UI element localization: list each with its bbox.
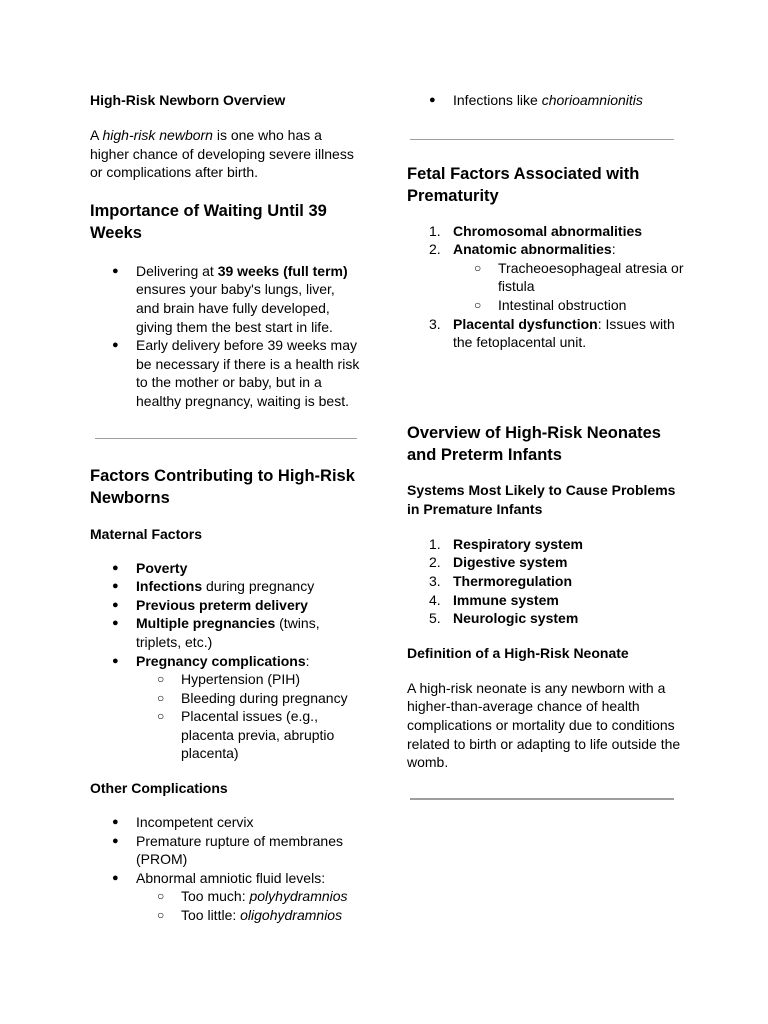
item-text: Abnormal amniotic fluid levels:: [136, 869, 326, 886]
list-item: [407, 91, 687, 110]
sub-list-item: ○ Placental issues (e.g., placenta previa, abruptio placenta): [90, 707, 362, 763]
factors-heading: Factors Contributing to High-Risk Newborns: [90, 466, 355, 507]
item-text: Delivering at: [136, 262, 218, 279]
list-item: [90, 614, 362, 651]
fetal-factors-heading: Fetal Factors Associated with Prematurity: [407, 164, 640, 205]
other-complications-list: [90, 813, 362, 925]
complications-sublist: [90, 670, 362, 763]
maternal-title: Maternal Factors: [90, 525, 203, 542]
item-bold: Placental dysfunction: [453, 315, 598, 332]
item-bold: Digestive system: [453, 554, 568, 571]
item-number: 3.: [429, 315, 441, 332]
divider: [95, 438, 357, 439]
list-item: [407, 315, 687, 352]
item-number: 5.: [429, 610, 441, 627]
maternal-list: [90, 559, 362, 764]
item-text: :: [611, 241, 616, 258]
item-bold: Neurologic system: [453, 610, 579, 627]
fetal-factors-list: [407, 222, 687, 352]
fluid-sublist: [90, 887, 362, 924]
item-number: 2.: [429, 554, 441, 571]
item-text: Too little:: [181, 907, 241, 924]
list-item: [407, 609, 687, 628]
item-bold: Thermoregulation: [453, 572, 573, 589]
item-bold: 39 weeks (full term): [217, 262, 348, 279]
overview-text-end: is one who has a higher chance of developing severe illness or complications after birth.: [90, 127, 354, 181]
list-item: [90, 336, 362, 410]
overview-emphasis: high-risk newborn: [102, 127, 213, 143]
systems-title: Systems Most Likely to Cause Problems in Premature Infants: [407, 481, 676, 518]
item-bold: Infections: [136, 578, 203, 595]
divider: [410, 139, 674, 140]
item-text: Early delivery before 39 weeks may be necessary if there is a health risk to the mother or baby, but in a healthy pregnancy, waiting is best.: [136, 337, 360, 409]
item-number: 1.: [429, 222, 441, 239]
waiting-list: [90, 262, 362, 411]
item-number: 4.: [429, 591, 441, 608]
sub-list-item: [90, 887, 362, 906]
list-item: [90, 577, 362, 596]
item-text: Too much:: [181, 888, 250, 905]
item-bold: Respiratory system: [453, 535, 583, 552]
sub-list-item: ○ Tracheoesophageal atresia or fistula: [407, 259, 687, 296]
anatomic-sublist: [407, 259, 687, 315]
item-bold: Multiple pregnancies: [136, 615, 276, 632]
list-item: [407, 553, 687, 572]
list-item: [407, 535, 687, 554]
overview-paragraph: [90, 126, 362, 182]
overview-title: High-Risk Newborn Overview: [90, 92, 286, 108]
item-emphasis: chorioamnionitis: [541, 92, 643, 108]
list-item: [90, 652, 362, 764]
item-bold: Anatomic abnormalities: [453, 241, 612, 258]
item-text: Infections like: [453, 92, 542, 108]
definition-paragraph: A high-risk neonate is any newborn with a higher-than-average chance of health complications or mortality due to conditions related to birth or adapting to life outside the womb.: [407, 679, 681, 771]
item-bold: Pregnancy complications: [136, 652, 306, 669]
item-text: : Issues with the fetoplacental unit.: [453, 315, 675, 351]
neonates-heading: Overview of High-Risk Neonates and Preterm Infants: [407, 423, 661, 464]
item-bold: Chromosomal abnormalities: [453, 222, 643, 239]
item-emphasis: oligohydramnios: [240, 907, 343, 924]
left-column: [90, 91, 362, 925]
list-item: [407, 572, 687, 591]
item-text: ensures your baby's lungs, liver, and brain have fully developed, giving them the best start in life.: [136, 281, 335, 335]
list-item: [90, 262, 362, 336]
item-bold: Previous preterm delivery: [136, 596, 308, 613]
waiting-heading: Importance of Waiting Until 39 Weeks: [90, 201, 327, 242]
sub-list-item: ○ Hypertension (PIH): [90, 670, 362, 689]
right-column: [407, 91, 687, 800]
overview-text-start: A: [90, 127, 103, 143]
list-item: [90, 559, 362, 578]
list-item: [407, 222, 687, 241]
systems-list: [407, 535, 687, 628]
item-number: 1.: [429, 535, 441, 552]
list-item: ● Incompetent cervix: [90, 813, 362, 832]
list-item: [407, 591, 687, 610]
sub-list-item: ○ Intestinal obstruction: [407, 296, 687, 315]
divider: [410, 798, 674, 800]
list-item: [90, 596, 362, 615]
item-text: during pregnancy: [202, 578, 315, 595]
item-emphasis: polyhydramnios: [249, 888, 348, 905]
sub-list-item: [90, 906, 362, 925]
list-item: [90, 869, 362, 925]
infection-list: [407, 91, 687, 110]
item-number: 2.: [429, 241, 441, 258]
sub-list-item: ○ Bleeding during pregnancy: [90, 689, 362, 708]
definition-title: Definition of a High-Risk Neonate: [407, 644, 629, 661]
list-item: [407, 240, 687, 314]
item-text: :: [305, 652, 310, 669]
item-bold: Immune system: [453, 591, 559, 608]
item-text: (twins, triplets, etc.): [136, 615, 320, 650]
item-bold: Poverty: [136, 559, 188, 576]
item-number: 3.: [429, 572, 441, 589]
list-item: ● Premature rupture of membranes (PROM): [90, 832, 362, 869]
other-complications-title: Other Complications: [90, 780, 228, 797]
